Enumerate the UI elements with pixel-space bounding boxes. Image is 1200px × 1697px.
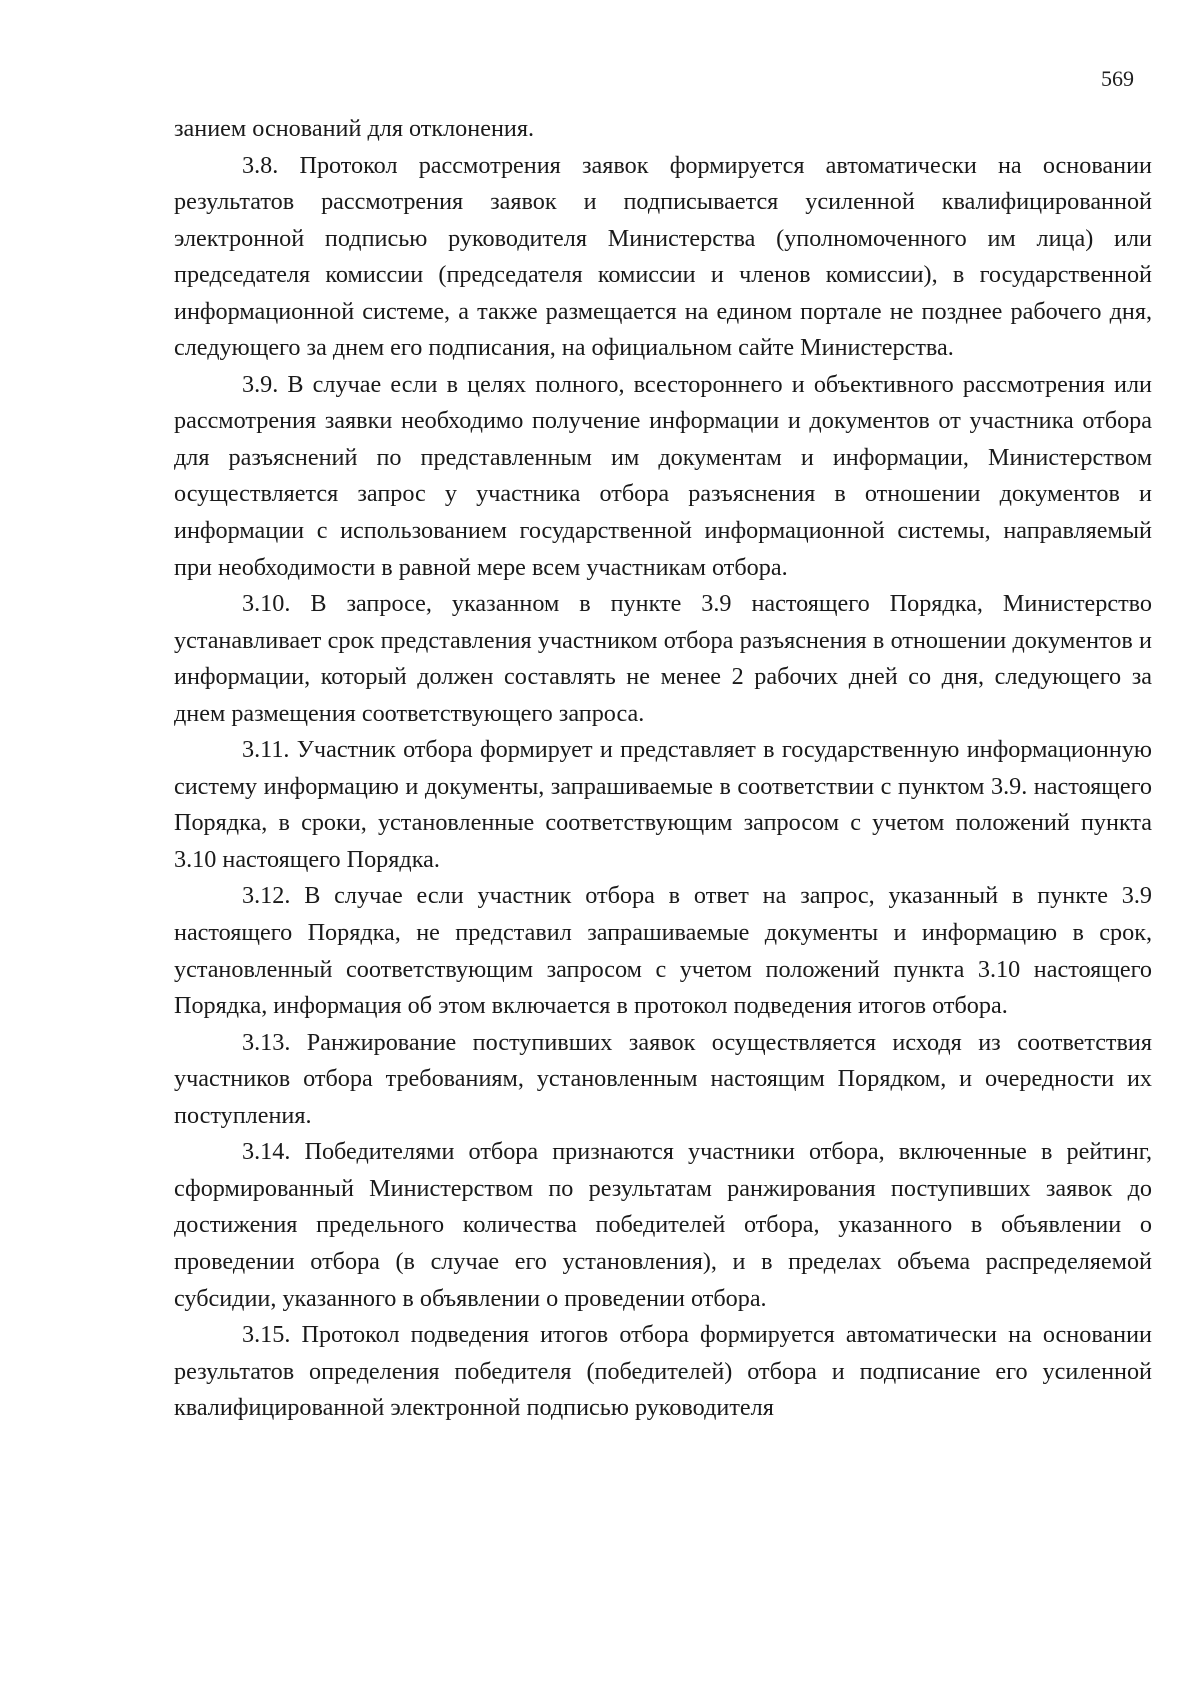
paragraph-continuation: занием оснований для отклонения. [174, 115, 535, 142]
paragraph-3-15: 3.15. Протокол подведения итогов отбора формируется автоматически на основании результатов определения победителя (победителей) отбора и подписание его усиленной квалифицированной электронной подписью руководителя [174, 1321, 1152, 1422]
paragraph-3-9: 3.9. В случае если в целях полного, всестороннего и объективного рассмотрения или рассмотрения заявки необходимо получение информации и документов от участника отбора для разъяснений по представленным им документам и информации, Министерством осуществляется запрос у участника отбора разъяснения в отношении документов и информации с использованием государственной информационной системы, направляемый при необходимости в равной мере всем участникам отбора. [174, 370, 1152, 581]
paragraph-3-12: 3.12. В случае если участник отбора в ответ на запрос, указанный в пункте 3.9 настоящего Порядка, не представил запрашиваемые документы и информацию в срок, установленный соответствующим запросом с учетом положений пункта 3.10 настоящего Порядка, информация об этом включается в протокол подведения итогов отбора. [174, 882, 1152, 1020]
paragraph-3-14: 3.14. Победителями отбора признаются участники отбора, включенные в рейтинг, сформированный Министерством по результатам ранжирования поступивших заявок до достижения предельного количества победителей отбора, указанного в объявлении о проведении отбора (в случае его установления), и в пределах объема распределяемой субсидии, указанного в объявлении о проведении отбора. [174, 1138, 1152, 1312]
paragraph-3-13: 3.13. Ранжирование поступивших заявок осуществляется исходя из соответствия участников отбора требованиям, установленным настоящим Порядком, и очередности их поступления. [174, 1028, 1152, 1129]
paragraph-3-11: 3.11. Участник отбора формирует и представляет в государственную информационную систему информацию и документы, запрашиваемые в соответствии с пунктом 3.9. настоящего Порядка, в сроки, установленные соответствующим запросом с учетом положений пункта 3.10 настоящего Порядка. [174, 736, 1152, 873]
paragraph-3-8: 3.8. Протокол рассмотрения заявок формируется автоматически на основании результатов рассмотрения заявок и подписывается усиленной квалифицированной электронной подписью руководителя Министерства (уполномоченного им лица) или председателя комиссии (председателя комиссии и членов комиссии), в государственной информационной системе, а также размещается на едином портале не позднее рабочего дня, следующего за днем его подписания, на официальном сайте Министерства. [174, 151, 1152, 362]
paragraph-3-10: 3.10. В запросе, указанном в пункте 3.9 настоящего Порядка, Министерство устанавливает срок представления участником отбора разъяснения в отношении документов и информации, который должен составлять не менее 2 рабочих дней со дня, следующего за днем размещения соответствующего запроса. [174, 590, 1152, 727]
page-number: 569 [1101, 66, 1134, 91]
document-body [174, 111, 1152, 1427]
